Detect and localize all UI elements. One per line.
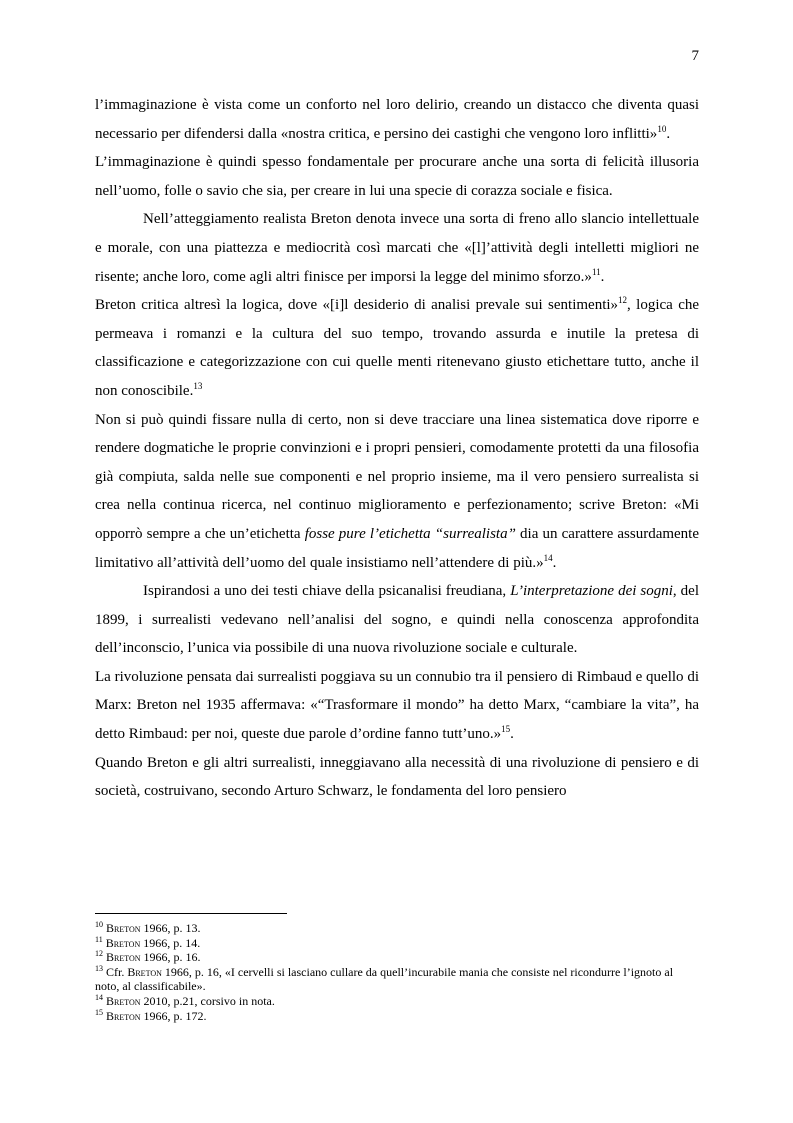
footnote: $^{13}$ Cfr. Breton 1966, p. 16, «I cervelli si lasciano cullare da quell’incurabile mania che consiste nel ricondurre l’ignoto al noto, al classificabile». <box>95 963 674 994</box>
footnote: $^{12}$ Breton 1966, p. 16. <box>95 949 201 965</box>
paragraph: l’immaginazione è vista come un conforto nel loro delirio, creando un distacco che diventa quasi necessario per difendersi dalla «nostra critica, e persino dei castighi che vengono loro inflitti»$^{10}$. <box>95 97 699 142</box>
footnote: $^{11}$ Breton 1966, p. 14. <box>95 934 201 950</box>
footnote-ref[interactable]: 12 <box>618 295 628 306</box>
footnote-ref[interactable]: 11 <box>591 266 601 277</box>
paragraph: L’immaginazione è quindi spesso fondamentale per procurare anche una sorta di felicità illusoria nell’uomo, folle o savio che sia, per creare in lui una specie di corazza sociale e fisica. <box>95 154 699 199</box>
paragraph: Ispirandosi a uno dei testi chiave della psicanalisi freudiana, L’interpretazione dei sogni, del 1899, i surrealisti vedevano nell’analisi del sogno, e quindi nella conoscenza approfondita dell’inconscio, l’unica via possibile di una nuova rivoluzione sociale e culturale. <box>95 583 700 657</box>
footnote: $^{14}$ Breton 2010, p.21, corsivo in nota. <box>95 992 275 1008</box>
footnotes <box>95 921 699 1023</box>
body-text <box>95 91 699 806</box>
italic-quote: fosse pure l’etichetta “surrealista” <box>304 525 516 542</box>
paragraph: La rivoluzione pensata dai surrealisti poggiava su un connubio tra il pensiero di Rimbaud e quello di Marx: Breton nel 1935 affermava: «“Trasformare il mondo” ha detto Marx, “cambiare la vita”, ha detto Rimbaud: per noi, queste due parole d’ordine fanno tutt’uno.»$^{15}$. <box>95 668 699 743</box>
book-title: L’interpretazione dei sogni <box>510 583 673 600</box>
page-number: 7 <box>691 48 699 64</box>
paragraph: Breton critica altresì la logica, dove «[i]l desiderio di analisi prevale sui sentimenti»$^{12}$, logica che permeava i romanzi e la cultura del suo tempo, trovando assurda e inutile la pretesa di classificazione e categorizzazione con cui quelle menti ritenevano giusto etichettare tutto, anche il non conoscibile.$^{13}$ <box>95 295 700 399</box>
footnote-divider <box>95 913 287 914</box>
footnote: $^{10}$ Breton 1966, p. 13. <box>95 920 201 935</box>
paragraph: Non si può quindi fissare nulla di certo, non si deve tracciare una linea sistematica dove riporre e rendere dogmatiche le proprie convinzioni e i propri pensieri, comodamente protetti da una filosofia già compiuta, salda nelle sue componenti e nel proprio insieme, ma il vero pensiero surrealista si crea nella continua ricerca, nel continuo miglioramento e perfezionamento; scrive Breton: «Mi opporrò sempre a che un’etichetta fosse pure l’etichetta “surrealista” dia un carattere assurdamente limitativo all’attività dell’uomo del quale insistiamo nell’attendere di più.»$^{14}$. <box>95 411 699 571</box>
footnote-ref[interactable]: 14 <box>543 552 553 563</box>
footnote: $^{15}$ Breton 1966, p. 172. <box>95 1007 207 1023</box>
paragraph: Quando Breton e gli altri surrealisti, inneggiavano alla necessità di una rivoluzione di pensiero e di società, costruivano, secondo Arturo Schwarz, le fondamenta del loro pensiero <box>95 754 699 800</box>
footnote-ref[interactable]: 13 <box>193 380 203 391</box>
paragraph: Nell’atteggiamento realista Breton denota invece una sorta di freno allo slancio intellettuale e morale, con una piattezza e mediocrità così marcati che «[l]’attività degli intelletti migliori ne risente; anche loro, come agli altri finisce per imporsi la legge del minimo sforzo.»$^{11}$. <box>95 211 699 285</box>
footnote-ref[interactable]: 10 <box>657 123 667 134</box>
footnote-ref[interactable]: 15 <box>501 724 511 735</box>
